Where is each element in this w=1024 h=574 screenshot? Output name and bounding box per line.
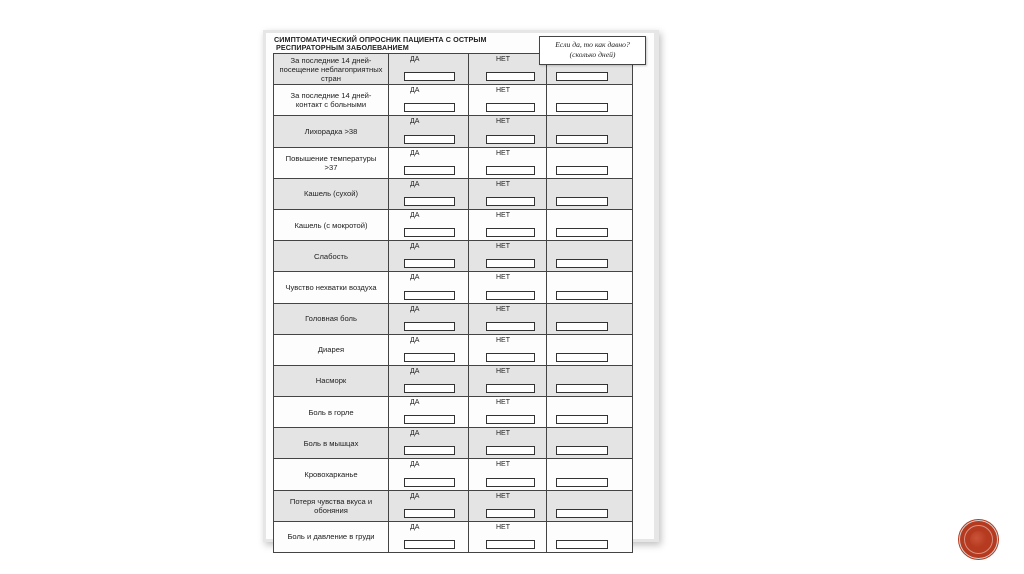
- yes-option-label: ДА: [410, 149, 420, 157]
- symptom-label: [274, 397, 389, 427]
- symptom-row: [274, 428, 633, 459]
- no-cell: [469, 241, 547, 271]
- symptom-label: [274, 148, 389, 178]
- no-answer-box[interactable]: [486, 166, 535, 175]
- duration-answer-box[interactable]: [556, 135, 608, 144]
- no-answer-box[interactable]: [486, 540, 535, 549]
- yes-cell: [389, 428, 469, 458]
- symptom-label: [274, 304, 389, 334]
- duration-answer-box[interactable]: [556, 446, 608, 455]
- symptom-row: [274, 116, 633, 147]
- no-option-label: НЕТ: [496, 56, 510, 63]
- yes-answer-box[interactable]: [404, 72, 455, 81]
- symptom-label-text: Насморк: [315, 376, 347, 386]
- duration-answer-box[interactable]: [556, 291, 608, 300]
- duration-answer-box[interactable]: [556, 384, 608, 393]
- yes-option-label: ДА: [410, 430, 420, 438]
- yes-answer-box[interactable]: [404, 322, 455, 331]
- duration-answer-box[interactable]: [556, 259, 608, 268]
- yes-option-label: ДА: [410, 367, 420, 375]
- symptom-row: [274, 210, 633, 241]
- symptom-label: [274, 54, 389, 84]
- yes-cell: [389, 335, 469, 365]
- no-answer-box[interactable]: [486, 291, 535, 300]
- symptom-label: [274, 366, 389, 396]
- no-cell: [469, 148, 547, 178]
- duration-cell: [547, 428, 633, 458]
- symptom-label-text: Чувство нехватки воздуха: [285, 282, 377, 292]
- symptom-label-text: Кровохарканье: [304, 470, 358, 480]
- no-option-label: НЕТ: [496, 118, 510, 126]
- symptom-label-text: Слабость: [314, 251, 348, 261]
- duration-cell: [547, 304, 633, 334]
- no-answer-box[interactable]: [486, 228, 535, 237]
- yes-answer-box[interactable]: [404, 197, 455, 206]
- no-option-label: НЕТ: [496, 305, 510, 313]
- slide-nav-button[interactable]: [960, 521, 997, 558]
- duration-answer-box[interactable]: [556, 509, 608, 518]
- yes-option-label: ДА: [410, 461, 420, 469]
- symptom-label-text: Боль в горле: [308, 407, 354, 417]
- duration-note: [539, 36, 646, 65]
- no-cell: [469, 304, 547, 334]
- symptom-row: [274, 179, 633, 210]
- questionnaire-document: [266, 33, 654, 542]
- no-answer-box[interactable]: [486, 72, 535, 81]
- no-option-label: НЕТ: [496, 211, 510, 219]
- symptom-row: [274, 459, 633, 490]
- yes-cell: [389, 116, 469, 146]
- yes-cell: [389, 54, 469, 84]
- duration-cell: [547, 179, 633, 209]
- slide-nav-button-texture: [970, 531, 987, 548]
- duration-answer-box[interactable]: [556, 197, 608, 206]
- yes-option-label: ДА: [410, 56, 420, 63]
- yes-cell: [389, 272, 469, 302]
- yes-option-label: ДА: [410, 336, 420, 344]
- symptom-label: [274, 116, 389, 146]
- symptom-label: [274, 179, 389, 209]
- symptom-row: [274, 272, 633, 303]
- no-option-label: НЕТ: [496, 149, 510, 157]
- document-title: [274, 36, 534, 53]
- duration-answer-box[interactable]: [556, 415, 608, 424]
- yes-cell: [389, 304, 469, 334]
- duration-answer-box[interactable]: [556, 540, 608, 549]
- yes-cell: [389, 241, 469, 271]
- no-option-label: НЕТ: [496, 461, 510, 469]
- yes-answer-box[interactable]: [404, 103, 455, 112]
- yes-cell: [389, 459, 469, 489]
- no-cell: [469, 116, 547, 146]
- yes-answer-box[interactable]: [404, 415, 455, 424]
- no-cell: [469, 428, 547, 458]
- duration-answer-box[interactable]: [556, 166, 608, 175]
- no-option-label: НЕТ: [496, 399, 510, 407]
- no-answer-box[interactable]: [486, 259, 535, 268]
- yes-option-label: ДА: [410, 399, 420, 407]
- duration-cell: [547, 491, 633, 521]
- yes-option-label: ДА: [410, 118, 420, 126]
- duration-cell: [547, 241, 633, 271]
- duration-answer-box[interactable]: [556, 72, 608, 81]
- symptom-label: [274, 428, 389, 458]
- symptom-row: [274, 366, 633, 397]
- no-cell: [469, 179, 547, 209]
- yes-answer-box[interactable]: [404, 509, 455, 518]
- yes-answer-box[interactable]: [404, 228, 455, 237]
- symptom-row: [274, 522, 633, 553]
- symptom-label-text: За последние 14 дней-контакт с больными: [290, 91, 372, 110]
- no-option-label: НЕТ: [496, 87, 510, 95]
- symptom-label-text: Лихорадка >38: [304, 126, 358, 136]
- no-answer-box[interactable]: [486, 322, 535, 331]
- symptom-label: [274, 491, 389, 521]
- duration-cell: [547, 397, 633, 427]
- yes-cell: [389, 210, 469, 240]
- no-option-label: НЕТ: [496, 274, 510, 282]
- no-answer-box[interactable]: [486, 135, 535, 144]
- symptom-label: [274, 210, 389, 240]
- no-option-label: НЕТ: [496, 492, 510, 500]
- yes-option-label: ДА: [410, 305, 420, 313]
- symptom-label-text: Повышение температуры >37: [285, 153, 377, 172]
- symptom-label-text: Боль в мышцах: [303, 438, 359, 448]
- symptom-label-text: Диарея: [317, 345, 345, 355]
- symptom-row: [274, 304, 633, 335]
- symptom-row: [274, 491, 633, 522]
- symptom-row: [274, 397, 633, 428]
- symptom-label-text: За последние 14 дней-посещение неблагоприятных стран: [279, 55, 383, 83]
- duration-answer-box[interactable]: [556, 353, 608, 362]
- yes-option-label: ДА: [410, 87, 420, 95]
- yes-option-label: ДА: [410, 274, 420, 282]
- duration-answer-box[interactable]: [556, 322, 608, 331]
- no-cell: [469, 366, 547, 396]
- duration-cell: [547, 148, 633, 178]
- symptom-row: [274, 335, 633, 366]
- no-option-label: НЕТ: [496, 523, 510, 531]
- symptom-label: [274, 522, 389, 552]
- duration-note-question: Если да, то как давно?: [555, 40, 630, 49]
- no-answer-box[interactable]: [486, 509, 535, 518]
- yes-answer-box[interactable]: [404, 291, 455, 300]
- no-cell: [469, 335, 547, 365]
- yes-option-label: ДА: [410, 492, 420, 500]
- yes-cell: [389, 522, 469, 552]
- symptom-table: [273, 53, 633, 553]
- no-answer-box[interactable]: [486, 103, 535, 112]
- duration-cell: [547, 272, 633, 302]
- yes-answer-box[interactable]: [404, 353, 455, 362]
- yes-answer-box[interactable]: [404, 446, 455, 455]
- yes-cell: [389, 85, 469, 115]
- duration-cell: [547, 116, 633, 146]
- symptom-label-text: Головная боль: [305, 314, 357, 324]
- symptom-label-text: Потеря чувства вкуса и обоняния: [289, 496, 373, 515]
- no-answer-box[interactable]: [486, 446, 535, 455]
- yes-cell: [389, 491, 469, 521]
- symptom-label-text: Кашель (сухой): [303, 189, 359, 199]
- yes-answer-box[interactable]: [404, 166, 455, 175]
- title-line-1: СИМПТОМАТИЧЕСКИЙ ОПРОСНИК ПАЦИЕНТА С ОСТРЫМ: [274, 35, 487, 44]
- yes-answer-box[interactable]: [404, 478, 455, 487]
- no-cell: [469, 459, 547, 489]
- no-option-label: НЕТ: [496, 243, 510, 251]
- symptom-label: [274, 335, 389, 365]
- duration-cell: [547, 85, 633, 115]
- yes-cell: [389, 397, 469, 427]
- symptom-label-text: Боль и давление в груди: [287, 532, 375, 542]
- no-answer-box[interactable]: [486, 415, 535, 424]
- symptom-row: [274, 241, 633, 272]
- duration-answer-box[interactable]: [556, 228, 608, 237]
- yes-option-label: ДА: [410, 180, 420, 188]
- no-cell: [469, 272, 547, 302]
- duration-note-hint: (сколько дней): [569, 50, 616, 59]
- yes-option-label: ДА: [410, 523, 420, 531]
- yes-cell: [389, 366, 469, 396]
- no-cell: [469, 491, 547, 521]
- yes-cell: [389, 148, 469, 178]
- no-answer-box[interactable]: [486, 478, 535, 487]
- no-cell: [469, 397, 547, 427]
- symptom-label: [274, 459, 389, 489]
- no-answer-box[interactable]: [486, 353, 535, 362]
- yes-option-label: ДА: [410, 211, 420, 219]
- yes-option-label: ДА: [410, 243, 420, 251]
- yes-cell: [389, 179, 469, 209]
- symptom-row: [274, 85, 633, 116]
- yes-answer-box[interactable]: [404, 384, 455, 393]
- duration-cell: [547, 366, 633, 396]
- yes-answer-box[interactable]: [404, 135, 455, 144]
- no-answer-box[interactable]: [486, 384, 535, 393]
- symptom-label: [274, 85, 389, 115]
- yes-answer-box[interactable]: [404, 540, 455, 549]
- duration-answer-box[interactable]: [556, 478, 608, 487]
- no-answer-box[interactable]: [486, 197, 535, 206]
- symptom-label-text: Кашель (с мокротой): [294, 220, 368, 230]
- no-cell: [469, 522, 547, 552]
- no-cell: [469, 85, 547, 115]
- no-option-label: НЕТ: [496, 180, 510, 188]
- duration-cell: [547, 335, 633, 365]
- no-option-label: НЕТ: [496, 367, 510, 375]
- duration-answer-box[interactable]: [556, 103, 608, 112]
- duration-cell: [547, 210, 633, 240]
- no-cell: [469, 210, 547, 240]
- symptom-label: [274, 241, 389, 271]
- title-line-2: РЕСПИРАТОРНЫМ ЗАБОЛЕВАНИЕМ: [276, 43, 409, 53]
- no-cell: [469, 54, 547, 84]
- yes-answer-box[interactable]: [404, 259, 455, 268]
- symptom-row: [274, 148, 633, 179]
- duration-cell: [547, 459, 633, 489]
- symptom-label: [274, 272, 389, 302]
- no-option-label: НЕТ: [496, 336, 510, 344]
- duration-cell: [547, 522, 633, 552]
- no-option-label: НЕТ: [496, 430, 510, 438]
